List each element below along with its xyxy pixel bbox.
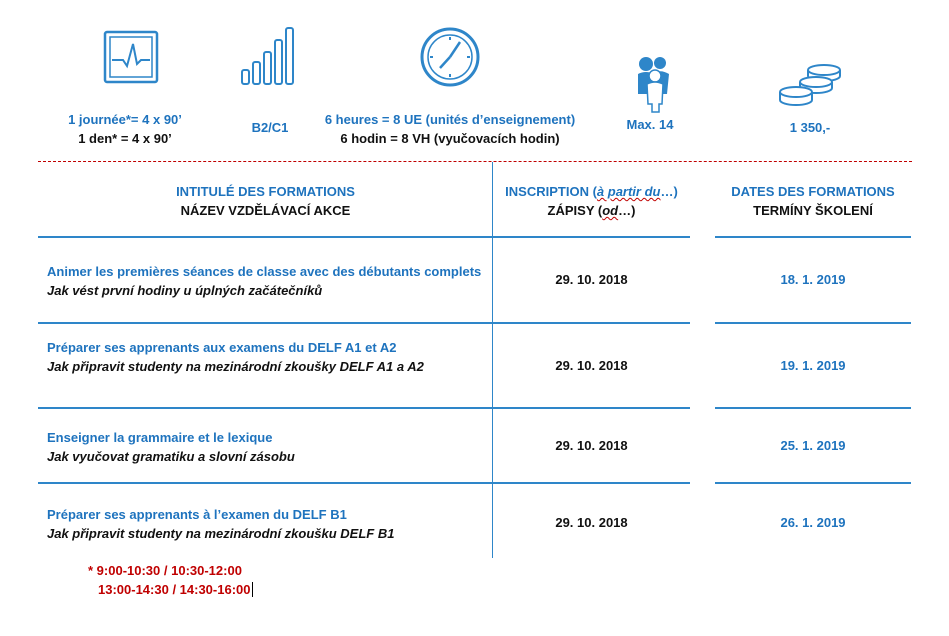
- header-registration-fr-prefix: INSCRIPTION (: [505, 184, 597, 199]
- hours-fr: 6 heures = 8 UE (unités d’enseignement): [324, 112, 576, 127]
- course-title-fr: Animer les premières séances de classe avec des débutants complets: [47, 264, 482, 279]
- course-date: 18. 1. 2019: [780, 272, 846, 287]
- row-line-2a: [38, 407, 690, 409]
- registration-date: 29. 10. 2018: [555, 515, 628, 530]
- row-line-0a: [38, 236, 690, 238]
- coins-icon: [776, 62, 844, 108]
- row-line-2b: [715, 407, 911, 409]
- header-registration: [493, 182, 690, 220]
- header-dates-fr: DATES DES FORMATIONS: [731, 184, 895, 199]
- course-title-cz: Jak vyučovat gramatiku a slovní zásobu: [47, 449, 295, 464]
- duration-stat: [50, 110, 200, 148]
- header-course: [38, 182, 493, 220]
- footnote-line-2: 13:00-14:30 / 14:30-16:00: [98, 582, 251, 597]
- course-date: 26. 1. 2019: [780, 515, 846, 530]
- table-row: [47, 505, 487, 543]
- row-line-3b: [715, 482, 911, 484]
- header-registration-cz-prefix: ZÁPISY (: [547, 203, 603, 218]
- hours-cz: 6 hodin = 8 VH (vyučovacích hodin): [340, 131, 560, 146]
- table-row: [47, 428, 487, 466]
- course-title-fr: Préparer ses apprenants à l’examen du DELF B1: [47, 507, 347, 522]
- header-registration-fr-note: à partir du: [596, 184, 661, 199]
- table-row: [47, 338, 487, 376]
- row-line-1b: [715, 322, 911, 324]
- section-divider: [38, 161, 912, 162]
- course-date: 19. 1. 2019: [780, 358, 846, 373]
- table-row: [47, 262, 487, 300]
- hours-stat: [300, 110, 600, 148]
- header-registration-fr: [493, 182, 690, 201]
- footnote: [88, 561, 253, 599]
- header-course-cz: NÁZEV VZDĚLÁVACÍ AKCE: [180, 203, 351, 218]
- duration-fr: 1 journée*= 4 x 90’: [68, 112, 182, 127]
- clock-icon: [420, 26, 480, 88]
- price-stat: 1 350,-: [789, 120, 831, 135]
- course-title-fr: Enseigner la grammaire et le lexique: [47, 430, 273, 445]
- header-registration-cz-note: od: [602, 203, 619, 218]
- header-registration-fr-suffix: …): [660, 184, 678, 199]
- people-icon: [634, 54, 674, 114]
- capacity-stat: Max. 14: [626, 117, 674, 132]
- header-registration-cz-suffix: …): [618, 203, 636, 218]
- registration-date: 29. 10. 2018: [555, 438, 628, 453]
- registration-date: 29. 10. 2018: [555, 272, 628, 287]
- row-line-0b: [715, 236, 911, 238]
- header-dates-cz: TERMÍNY ŠKOLENÍ: [753, 203, 873, 218]
- row-line-3a: [38, 482, 690, 484]
- signal-bars-icon: [240, 26, 298, 86]
- pulse-monitor-icon: [103, 30, 159, 84]
- course-title-cz: Jak vést první hodiny u úplných začátečníků: [47, 283, 323, 298]
- header-registration-cz: [493, 201, 690, 220]
- header-course-fr: INTITULÉ DES FORMATIONS: [176, 184, 355, 199]
- footnote-line-2-wrap[interactable]: [88, 580, 253, 599]
- level-stat: B2/C1: [251, 120, 289, 135]
- footnote-line-1: * 9:00-10:30 / 10:30-12:00: [88, 563, 242, 578]
- registration-date: 29. 10. 2018: [555, 358, 628, 373]
- text-cursor: [252, 582, 253, 597]
- row-line-1a: [38, 322, 690, 324]
- course-date: 25. 1. 2019: [780, 438, 846, 453]
- header-dates: [715, 182, 911, 220]
- course-title-fr: Préparer ses apprenants aux examens du DELF A1 et A2: [47, 340, 397, 355]
- course-title-cz: Jak připravit studenty na mezinárodní zkoušky DELF A1 a A2: [47, 359, 424, 374]
- course-title-cz: Jak připravit studenty na mezinárodní zkoušku DELF B1: [47, 526, 395, 541]
- duration-cz: 1 den* = 4 x 90’: [78, 131, 172, 146]
